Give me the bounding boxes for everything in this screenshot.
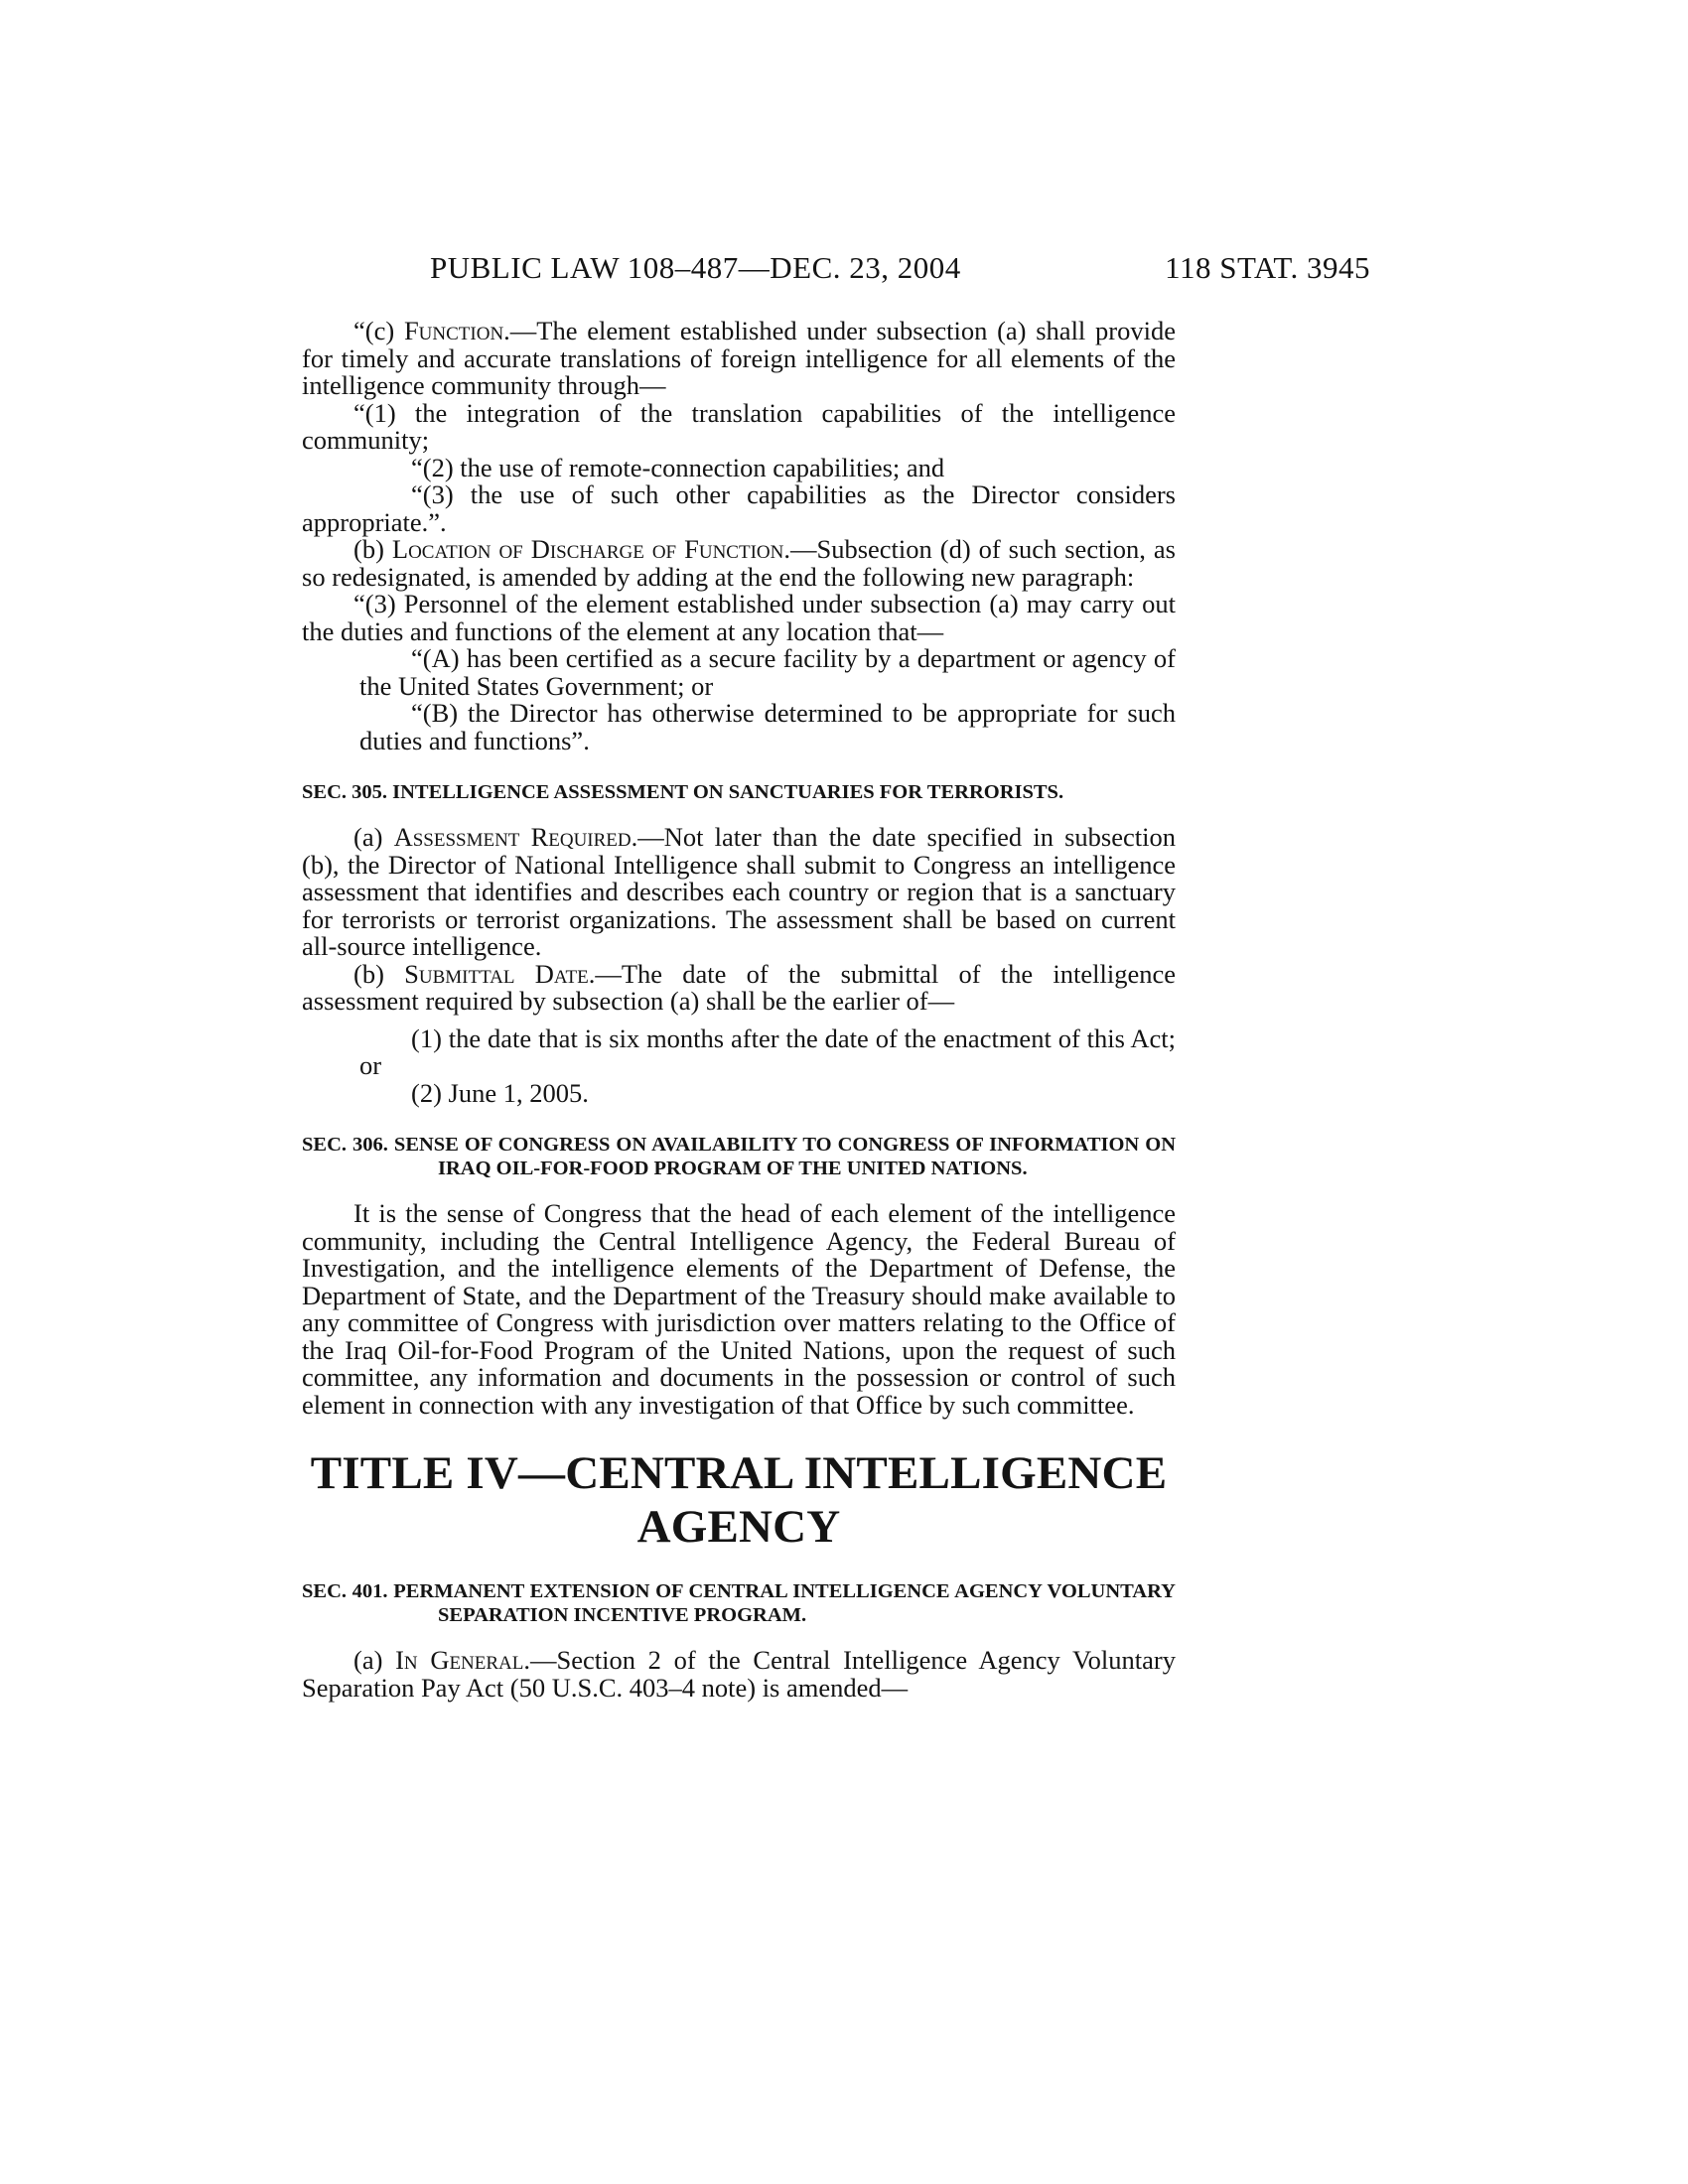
sec401-subsection-a — [302, 1647, 1176, 1702]
subsection-heading: In General — [395, 1645, 524, 1675]
document-body — [302, 318, 1176, 1702]
subsection-label: (a) — [353, 822, 394, 852]
subsection-heading: Function — [403, 316, 504, 345]
section-306-heading: SEC. 306. SENSE OF CONGRESS ON AVAILABILITY TO CONGRESS OF INFORMATION ON IRAQ OIL-FOR-FOOD PROGRAM OF THE UNITED NATIONS. — [302, 1134, 1176, 1179]
subparagraph-B: “(B) the Director has otherwise determined to be appropriate for such duties and functions”. — [359, 698, 1176, 755]
running-head: PUBLIC LAW 108–487—DEC. 23, 2004 — [430, 250, 961, 285]
subsection-c-function — [302, 318, 1176, 400]
title-line-2: AGENCY — [636, 1501, 841, 1553]
subsection-text: .—The element established under subsection (a) shall provide for timely and accurate translations of foreign intelligence for all elements of the intelligence community through— — [302, 316, 1176, 400]
subsection-text: .—Subsection (d) of such section, as so redesignated, is amended by adding at the end the following new paragraph: — [302, 534, 1176, 592]
subparagraph-A: “(A) has been certified as a secure facility by a department or agency of the United States Government; or — [359, 643, 1176, 701]
subsection-text: .—Not later than the date specified in subsection (b), the Director of National Intelligence shall submit to Congress an intelligence assessment that identifies and describes each country or region that is a sanctuary for terrorists or terrorist organizations. The assessment shall be based on current all-source intelligence. — [302, 822, 1176, 961]
subsection-text: .—The date of the submittal of the intelligence assessment required by subsection (a) shall be the earlier of— — [302, 958, 1176, 1016]
subsection-label: (b) — [353, 534, 392, 564]
subsection-label: (a) — [353, 1645, 396, 1675]
subsection-label: (b) — [353, 958, 405, 989]
sec305-item-1: (1) the date that is six months after the date of the enactment of this Act; or — [359, 1023, 1176, 1080]
subsection-b-location — [302, 536, 1176, 591]
sec305-subsection-b — [302, 958, 1176, 1016]
section-401-heading: SEC. 401. PERMANENT EXTENSION OF CENTRAL INTELLIGENCE AGENCY VOLUNTARY SEPARATION INCENTIVE PROGRAM. — [302, 1580, 1176, 1626]
sec305-item-2: (2) June 1, 2005. — [411, 1077, 589, 1108]
subsection-label: “(c) — [353, 316, 404, 345]
subsection-heading: Assessment Required — [393, 822, 632, 852]
subsection-text: .—Section 2 of the Central Intelligence Agency Voluntary Separation Pay Act (50 U.S.C. 403–4 note) is amended— — [302, 1645, 1176, 1703]
page-header — [298, 250, 1370, 300]
subsection-heading: Location of Discharge of Function — [391, 534, 784, 564]
quoted-paragraph-3: “(3) Personnel of the element established under subsection (a) may carry out the duties and functions of the element at any location that— — [302, 589, 1176, 646]
paragraph-c-2: “(2) the use of remote-connection capabilities; and — [411, 452, 945, 482]
section-305-heading: SEC. 305. INTELLIGENCE ASSESSMENT ON SANCTUARIES FOR TERRORISTS. — [302, 781, 1064, 803]
subsection-heading: Submittal Date — [404, 958, 589, 989]
paragraph-c-3: “(3) the use of such other capabilities as the Director considers appropriate.”. — [302, 479, 1176, 537]
statute-page-number: 118 STAT. 3945 — [1165, 250, 1370, 285]
sec306-text: It is the sense of Congress that the head of each element of the intelligence community, including the Central Intelligence Agency, the Federal Bureau of Investigation, and the intelligence elements of the Department of Defense, the Department of State, and the Department of the Treasury should make available to any committee of Congress with jurisdiction over matters relating to the Office of the Iraq Oil-for-Food Program of the United Nations, upon the request of such committee, any information and documents in the possession or control of such element in connection with any investigation of that Office by such committee. — [302, 1198, 1176, 1420]
title-iv-heading — [302, 1446, 1176, 1554]
title-line-1: TITLE IV—CENTRAL INTELLIGENCE — [310, 1447, 1168, 1499]
paragraph-c-1: “(1) the integration of the translation capabilities of the intelligence community; — [302, 397, 1176, 455]
sec305-subsection-a — [302, 824, 1176, 961]
